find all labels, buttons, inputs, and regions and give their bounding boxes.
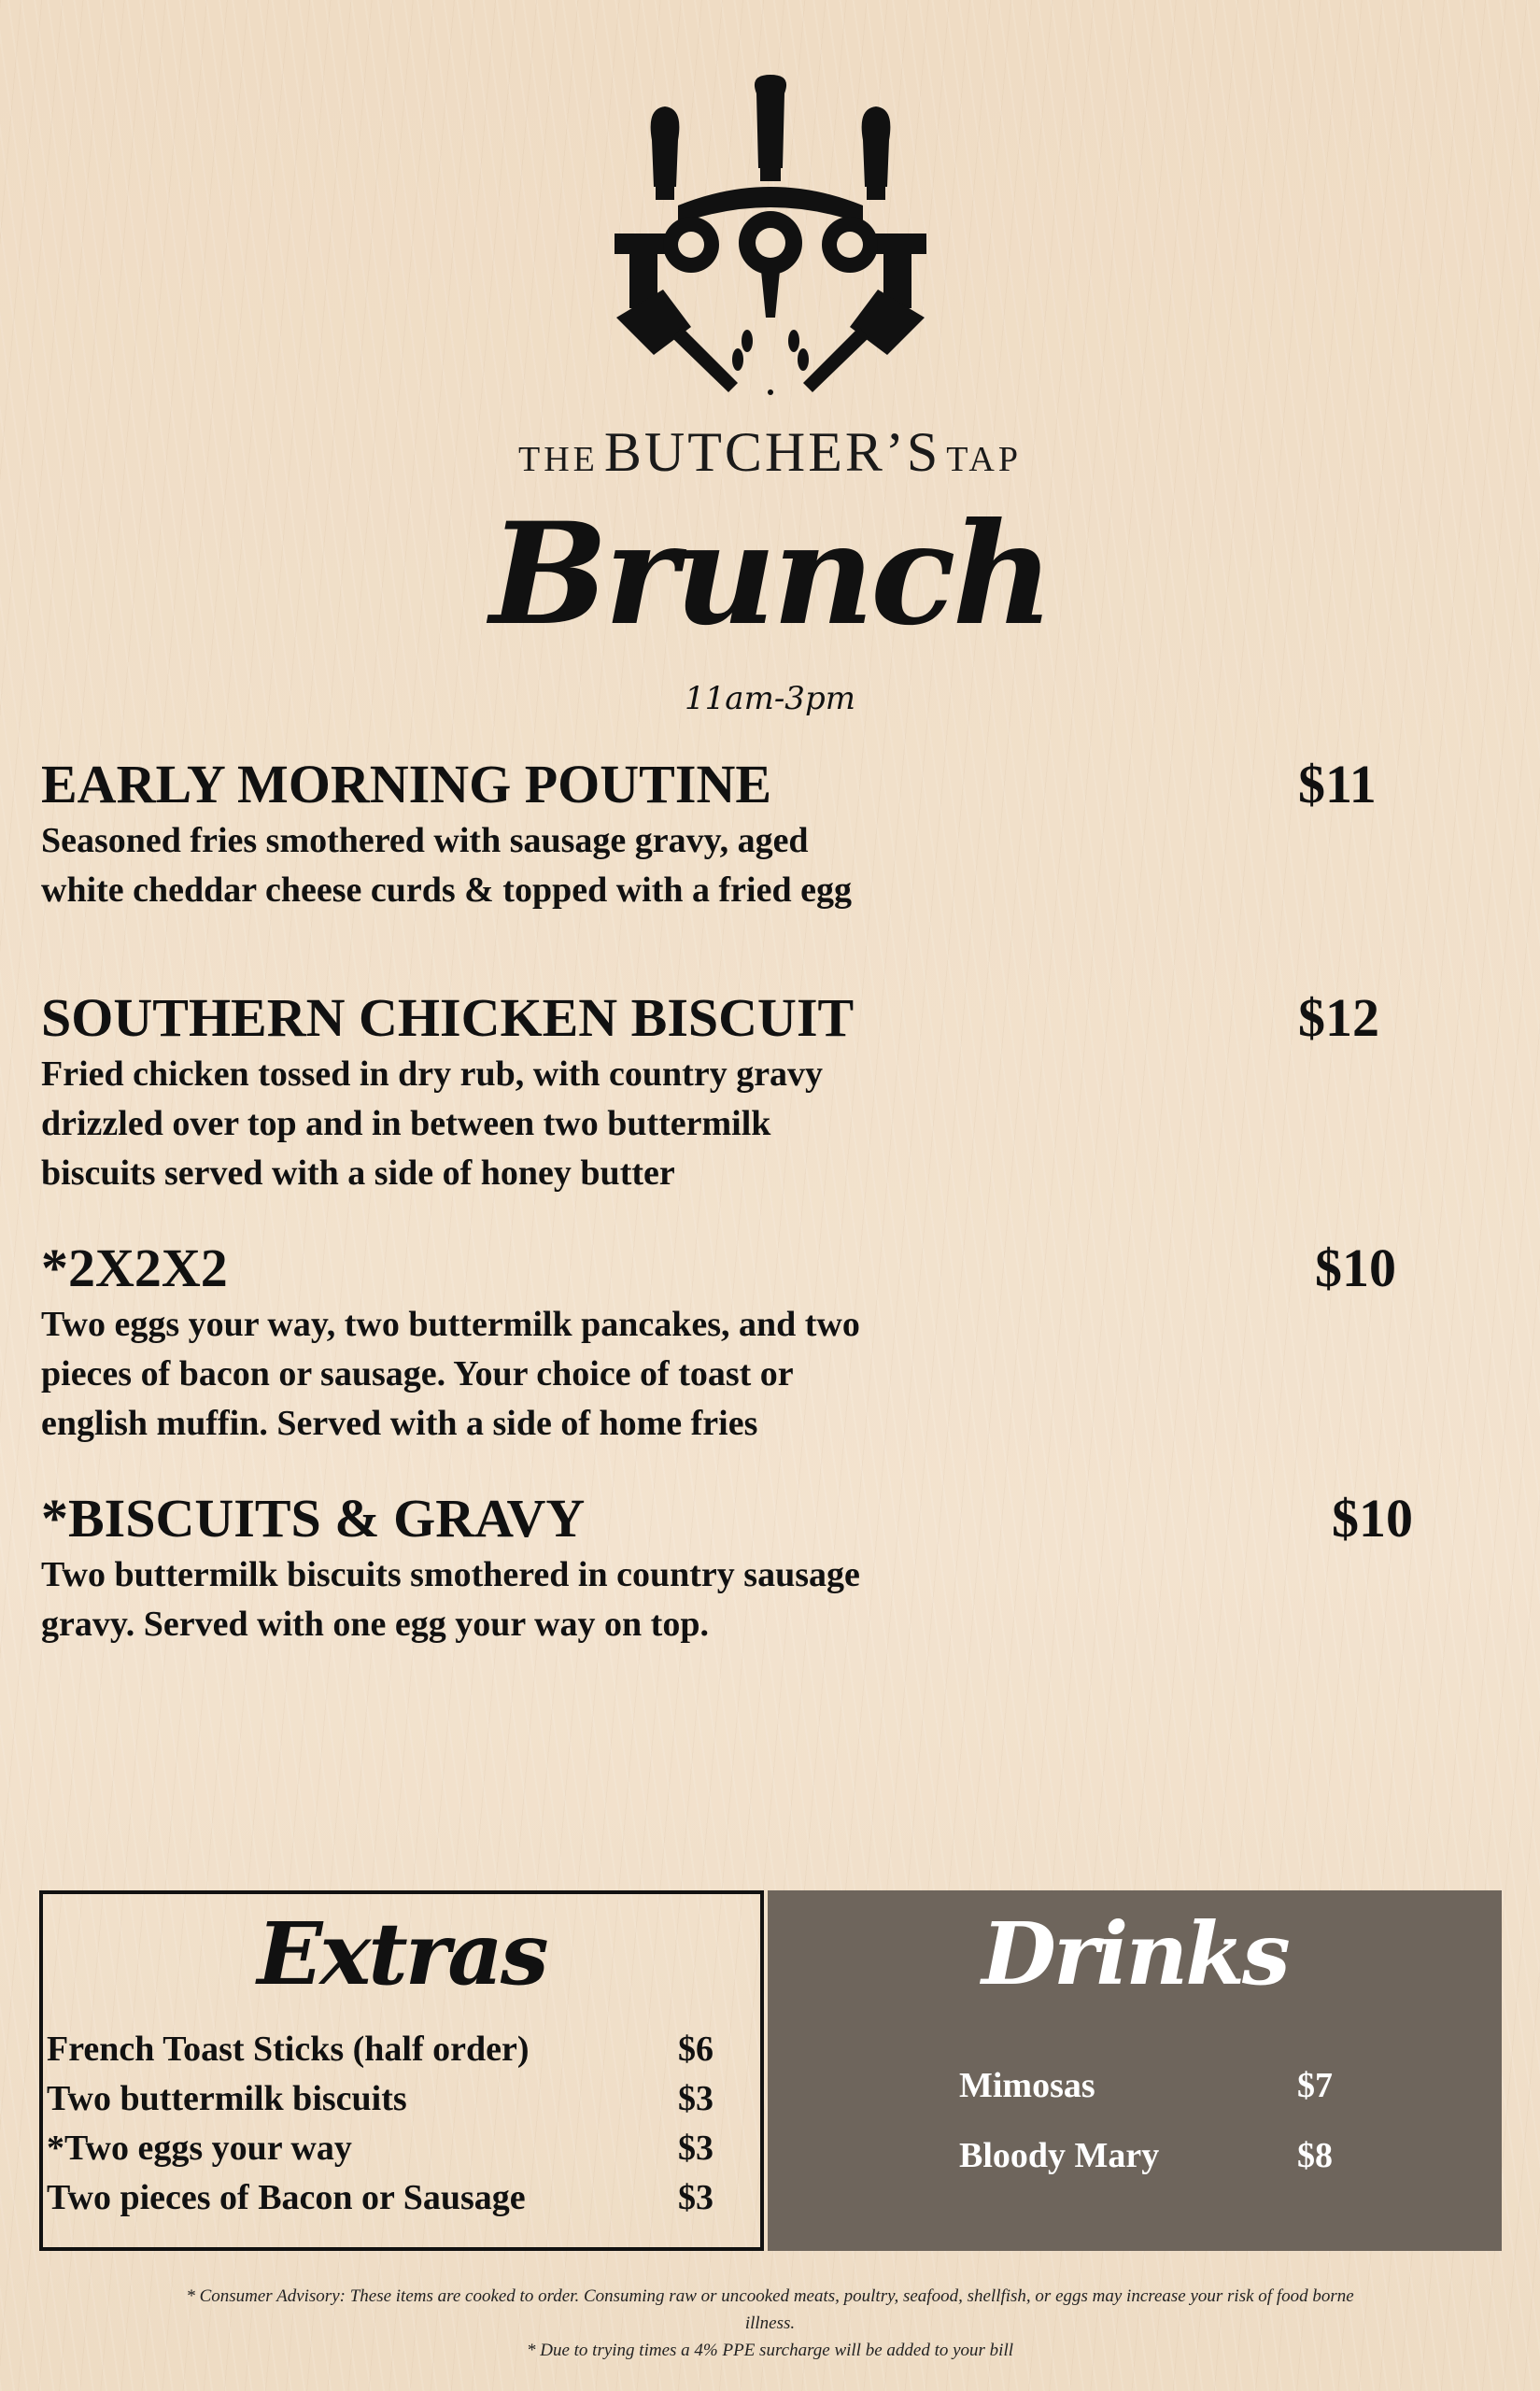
item-price: $10	[1332, 1488, 1413, 1549]
extras-title: Extras	[257, 1903, 546, 2004]
brand-tap: TAP	[946, 440, 1022, 479]
extra-price: $6	[678, 2030, 713, 2069]
list-item	[47, 2173, 747, 2223]
drinks-list	[959, 2051, 1370, 2191]
list-item	[47, 2074, 747, 2124]
menu-item	[41, 1238, 1479, 1449]
extra-price: $3	[678, 2079, 713, 2118]
item-price: $10	[1315, 1238, 1396, 1298]
consumer-advisory	[0, 2283, 1540, 2364]
list-item	[47, 2025, 747, 2074]
list-item	[959, 2121, 1370, 2191]
menu-item	[41, 755, 1479, 915]
extras-panel	[39, 1890, 764, 2251]
item-desc-line: Fried chicken tossed in dry rub, with country gravy	[41, 1054, 824, 1094]
item-desc-line: Two buttermilk biscuits smothered in country sausage	[41, 1555, 860, 1594]
surcharge-line: * Due to trying times a 4% PPE surcharge will be added to your bill	[526, 2341, 1014, 2360]
drink-label: Bloody Mary	[959, 2136, 1160, 2175]
extra-label: Two buttermilk biscuits	[47, 2079, 407, 2118]
item-name: SOUTHERN CHICKEN BISCUIT	[41, 987, 855, 1048]
item-desc-line: drizzled over top and in between two buttermilk	[41, 1104, 771, 1143]
list-item	[47, 2124, 747, 2173]
drink-price: $7	[1297, 2066, 1333, 2105]
extra-label: *Two eggs your way	[47, 2129, 352, 2168]
drinks-panel	[768, 1890, 1502, 2251]
item-price: $11	[1298, 754, 1377, 814]
brand-wordmark	[0, 420, 1540, 485]
extras-list	[47, 2025, 747, 2223]
item-desc-line: white cheddar cheese curds & topped with a fried egg	[41, 870, 852, 910]
item-description	[41, 1050, 975, 1198]
item-name: *2X2X2	[41, 1238, 228, 1298]
extra-label: French Toast Sticks (half order)	[47, 2030, 530, 2069]
item-description	[41, 816, 975, 915]
drink-label: Mimosas	[959, 2066, 1095, 2105]
item-name: *BISCUITS & GRAVY	[41, 1488, 586, 1549]
hours: 11am-3pm	[685, 680, 855, 717]
drink-price: $8	[1297, 2136, 1333, 2175]
extra-label: Two pieces of Bacon or Sausage	[47, 2178, 526, 2217]
menu-item	[41, 1489, 1479, 1649]
advisory-line: * Consumer Advisory: These items are cooked to order. Consuming raw or uncooked meats, poultry, seafood, shellfish, or eggs may increase your risk of food borne illness.	[186, 2286, 1354, 2333]
item-desc-line: biscuits served with a side of honey butter	[41, 1153, 675, 1193]
beer-taps-cleavers-logo-icon	[598, 75, 943, 402]
extra-price: $3	[678, 2129, 713, 2168]
item-desc-line: Seasoned fries smothered with sausage gravy, aged	[41, 821, 809, 860]
item-desc-line: pieces of bacon or sausage. Your choice of toast or	[41, 1354, 794, 1394]
list-item	[959, 2051, 1370, 2121]
item-desc-line: english muffin. Served with a side of home fries	[41, 1404, 758, 1443]
item-description	[41, 1550, 975, 1649]
item-name: EARLY MORNING POUTINE	[41, 754, 772, 814]
menu-item	[41, 988, 1479, 1198]
menu-title: Brunch	[489, 492, 1051, 657]
brand-the: THE	[518, 440, 599, 479]
item-price: $12	[1298, 987, 1379, 1048]
extra-price: $3	[678, 2178, 713, 2217]
brand-name: BUTCHER’S	[603, 421, 941, 483]
item-description	[41, 1300, 975, 1449]
drinks-title: Drinks	[982, 1903, 1288, 2004]
item-desc-line: gravy. Served with one egg your way on top.	[41, 1605, 709, 1644]
item-desc-line: Two eggs your way, two buttermilk pancakes, and two	[41, 1305, 860, 1344]
